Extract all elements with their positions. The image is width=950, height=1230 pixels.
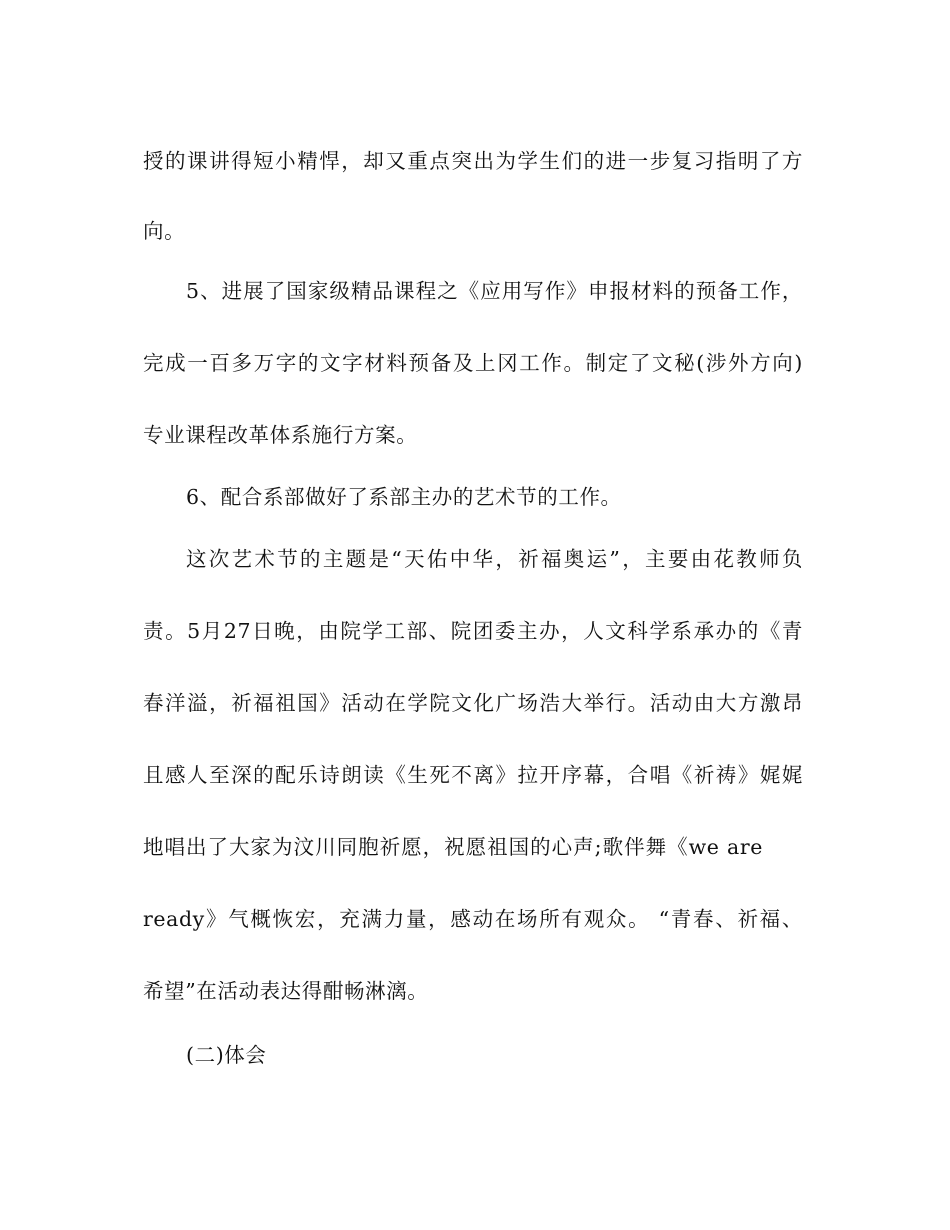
text-line: 责。5月27日晚，由院学工部、院团委主办，人文科学系承办的《青	[143, 619, 803, 643]
text-line: 地唱出了大家为汶川同胞祈愿，祝愿祖国的心声;歌伴舞《we are	[143, 835, 763, 859]
text-line: 专业课程改革体系施行方案。	[143, 423, 418, 447]
text-line: ready》气概恢宏，充满力量，感动在场所有观众。 “青春、祈福、	[143, 907, 803, 931]
paragraph-5-first-line: 5、进展了国家级精品课程之《应用写作》申报材料的预备工作，	[186, 279, 803, 303]
text-line: 希望”在活动表达得酣畅淋漓。	[143, 979, 429, 1003]
text-line: 授的课讲得短小精悍，却又重点突出为学生们的进一步复习指明了方	[143, 149, 803, 173]
art-festival-paragraph-first-line: 这次艺术节的主题是“天佑中华，祈福奥运”，主要由花教师负	[186, 547, 803, 571]
paragraph-6-line: 6、配合系部做好了系部主办的艺术节的工作。	[186, 485, 622, 509]
text-line: 春洋溢，祈福祖国》活动在学院文化广场浩大举行。活动由大方激昂	[143, 691, 803, 715]
text-line: 且感人至深的配乐诗朗读《生死不离》拉开序幕，合唱《祈祷》娓娓	[143, 763, 803, 787]
section-heading: (二)体会	[186, 1043, 267, 1067]
text-line: 向。	[143, 219, 186, 243]
text-line: 完成一百多万字的文字材料预备及上冈工作。制定了文秘(涉外方向)	[143, 351, 803, 375]
